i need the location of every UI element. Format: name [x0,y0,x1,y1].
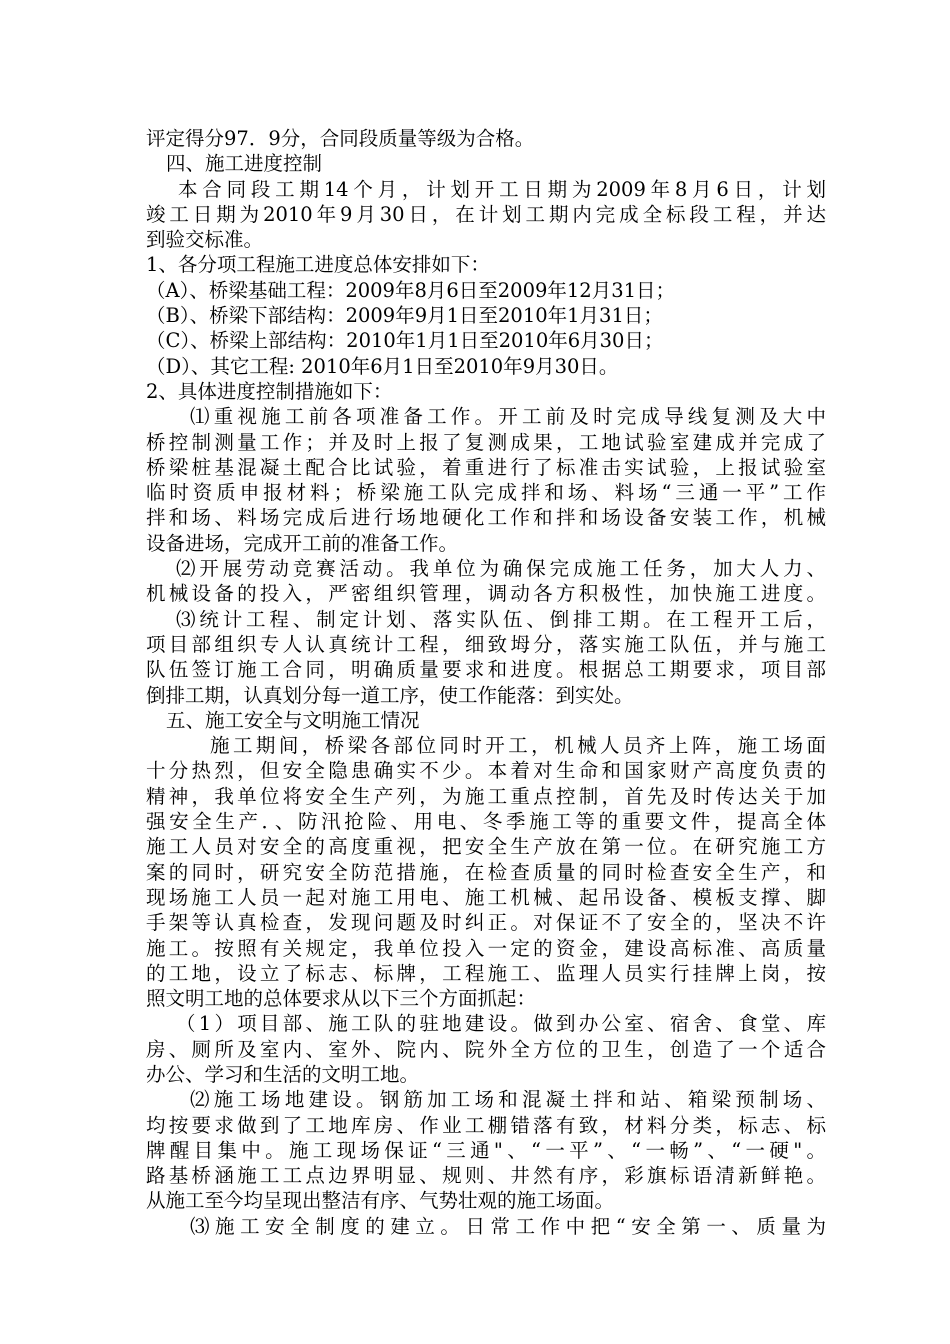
text-line: 本合同段工期14个月，计划开工日期为2009年8月6日，计划 [178,177,826,201]
text-line: 拌和场、料场完成后进行场地硬化工作和拌和场设备安装工作，机械 [146,506,826,530]
text-line: ⑶施工安全制度的建立。日常工作中把“安全第一、质量为 [190,1214,826,1238]
text-line: ⑵施工场地建设。钢筋加工场和混凝土拌和站、箱梁预制场、 [190,1088,826,1112]
text-line: 项目部组织专人认真统计工程，细致坶分，落实施工队伍，并与施工 [146,632,826,656]
text-line: （D）、其它工程: 2010年6月1日至2010年9月30日。 [146,354,619,378]
text-line: 施工期间，桥梁各部位同时开工，机械人员齐上阵，施工场面 [210,734,826,758]
text-line: 2、具体进度控制措施如下： [146,379,393,403]
text-line: 桥控制测量工作；并及时上报了复测成果，工地试验室建成并完成了 [146,430,826,454]
text-line: 办公、学习和生活的文明工地。 [146,1062,420,1086]
text-line: 牌醒目集中。施工现场保证“三通"、“一平”、“一畅”、“一硬"。 [146,1138,826,1162]
text-line: 施工。按照有关规定，我单位投入一定的资金，建设高标准、高质量 [146,936,826,960]
text-line: （1）项目部、施工队的驻地建设。做到办公室、宿舍、食堂、库 [176,1012,826,1036]
text-line: 案的同时，研究安全防范措施，在检查质量的同时检查安全生产，和 [146,860,826,884]
text-line: ⑴重视施工前各项准备工作。开工前及时完成导线复测及大中 [190,405,826,429]
text-line: 均按要求做到了工地库房、作业工棚错落有致，材料分类，标志、标 [146,1113,826,1137]
text-line: 倒排工期，认真划分每一道工序，使工作能落：到实处。 [146,683,634,707]
text-line: 施工人员对安全的高度重视，把安全生产放在第一位。在研究施工方 [146,835,826,859]
text-line: 到验交标准。 [146,228,264,252]
text-line: 的工地，设立了标志、标牌，工程施工、监理人员实行挂牌上岗，按 [146,961,826,985]
text-line: 设备进场，完成开工前的准备工作。 [146,531,459,555]
document-page [146,126,826,1239]
text-line: 竣工日期为2010年9月30日，在计划工期内完成全标段工程，并达 [146,202,826,226]
text-line: 十分热烈，但安全隐患确实不少。本着对生命和国家财产高度负责的 [146,759,826,783]
text-line: 强安全生产．、防汛抢险、用电、冬季施工等的重要文件，提高全体 [146,810,826,834]
text-line: 1、各分项工程施工进度总体安排如下： [146,253,490,277]
text-line: 队伍签订施工合同，明确质量要求和进度。根据总工期要求，项目部 [146,658,826,682]
text-line: 评定得分97．9分，合同段质量等级为合格。 [146,127,535,150]
text-line: 桥梁桩基混凝土配合比试验，着重进行了标准击实试验，上报试验室 [146,455,826,479]
text-line: 五、施工安全与文明施工情况 [166,708,420,732]
text-line: 房、厕所及室内、室外、院内、院外全方位的卫生，创造了一个适合 [146,1037,826,1061]
text-line: （A）、桥梁基础工程：2009年8月6日至2009年12月31日； [146,278,676,302]
text-line: 临时资质申报材料；桥梁施工队完成拌和场、料场“三通一平”工作 [146,481,826,505]
text-line: ⑶统计工程、制定计划、落实队伍、倒排工期。在工程开工后， [176,607,826,631]
text-line: 精神，我单位将安全生产列，为施工重点控制，首先及时传达关于加 [146,784,826,808]
text-line: 手架等认真检查，发现问题及时纠正。对保证不了安全的，坚决不许 [146,911,826,935]
text-line: 现场施工人员一起对施工用电、施工机械、起吊设备、模板支撑、脚 [146,885,826,909]
text-line: （B）、桥梁下部结构：2009年9月1日至2010年1月31日； [146,304,663,328]
text-line: 四、施工进度控制 [166,152,323,176]
text-line: 从施工至今均呈现出整洁有序、气势壮观的施工场面。 [146,1189,615,1213]
text-line: 路基桥涵施工工点边界明显、规则、井然有序，彩旗标语清新鲜艳。 [146,1164,826,1188]
text-line: 照文明工地的总体要求从以下三个方面抓起： [146,987,537,1011]
text-line: （C）、桥梁上部结构：2010年1月1日至2010年6月30日； [146,329,664,353]
text-line: ⑵开展劳动竞赛活动。我单位为确保完成施工任务，加大人力、 [176,557,826,581]
text-line: 机械设备的投入，严密组织管理，调动各方积极性，加快施工进度。 [146,582,826,606]
